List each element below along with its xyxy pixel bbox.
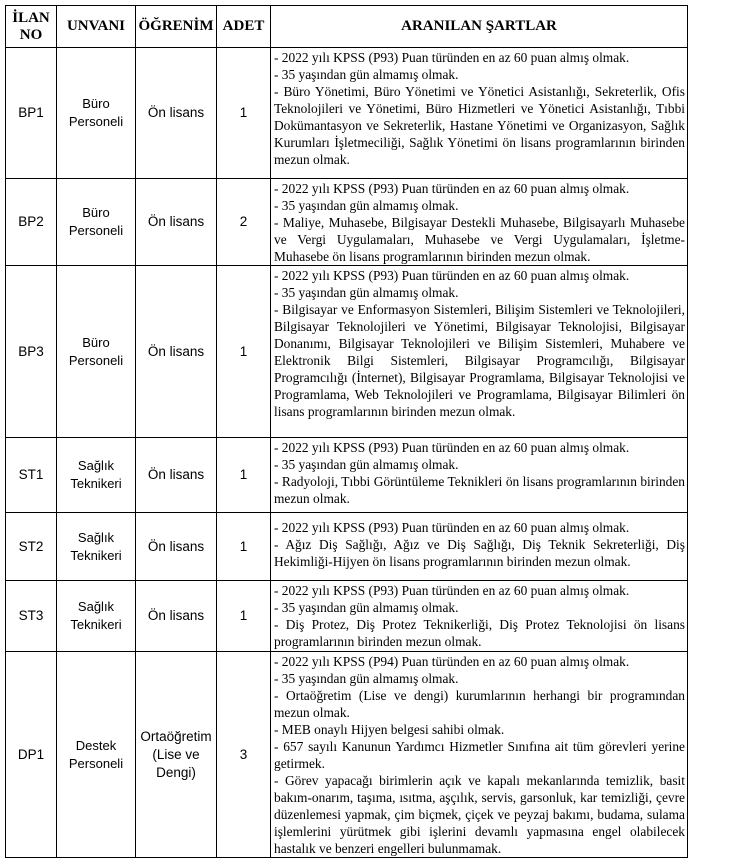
unvani: Büro Personeli: [57, 179, 136, 266]
requirement-line: - Radyoloji, Tıbbi Görüntüleme Teknikleri ön lisans programlarının birinden mezun olmak.: [274, 474, 685, 506]
requirement-line: - 35 yaşından gün almamış olmak.: [274, 285, 459, 300]
adet: 3: [217, 652, 271, 858]
requirement-line: - 35 yaşından gün almamış olmak.: [274, 457, 459, 472]
adet: 1: [217, 48, 271, 179]
unvani: Destek Personeli: [57, 652, 136, 858]
requirement-line: - Ağız Diş Sağlığı, Ağız ve Diş Sağlığı, Diş Teknik Sekreterliği, Diş Hekimliği-Hijyen ön lisans programlarının birinden mezun olmak.: [274, 537, 685, 569]
ilan-no: BP2: [6, 179, 57, 266]
header-unvani: UNVANI: [57, 6, 136, 48]
table-row: [6, 179, 688, 266]
requirements-table: [5, 5, 688, 858]
aranilan-sartlar: [271, 266, 688, 438]
table-row: [6, 48, 688, 179]
table-row: [6, 438, 688, 513]
requirement-line: - MEB onaylı Hijyen belgesi sahibi olmak.: [274, 722, 505, 737]
requirement-line: - 2022 yılı KPSS (P94) Puan türünden en az 60 puan almış olmak.: [274, 654, 630, 669]
ilan-no: BP3: [6, 266, 57, 438]
unvani: Sağlık Teknikeri: [57, 513, 136, 581]
header-row: [6, 6, 688, 48]
unvani: Büro Personeli: [57, 266, 136, 438]
header-adet: ADET: [217, 6, 271, 48]
aranilan-sartlar: [271, 48, 688, 179]
requirement-line: - 657 sayılı Kanunun Yardımcı Hizmetler Sınıfına ait tüm görevleri yerine getirmek.: [274, 739, 685, 771]
aranilan-sartlar: [271, 179, 688, 266]
ogrenim: Ön lisans: [136, 581, 217, 652]
unvani: Sağlık Teknikeri: [57, 438, 136, 513]
ilan-no: ST1: [6, 438, 57, 513]
requirement-line: - Büro Yönetimi, Büro Yönetimi ve Yönetici Asistanlığı, Sekreterlik, Ofis Teknolojileri ve Yönetimi, Büro Hizmetleri ve Yönetici Asistanlığı, Tıbbi Dokümantasyon ve Sekreterlik, Hastane Yönetimi ve Organizasyon, Sağlık Kurumları İşletmeciliği, Sağlık Yönetimi ön lisans programlarının birinden mezun olmak.: [274, 84, 685, 167]
requirement-line: - 2022 yılı KPSS (P93) Puan türünden en az 60 puan almış olmak.: [274, 583, 630, 598]
requirement-line: - 35 yaşından gün almamış olmak.: [274, 198, 459, 213]
adet: 1: [217, 438, 271, 513]
header-ogrenim: ÖĞRENİM: [136, 6, 217, 48]
table-row: [6, 581, 688, 652]
requirement-line: - 2022 yılı KPSS (P93) Puan türünden en az 60 puan almış olmak.: [274, 50, 630, 65]
requirement-line: - Maliye, Muhasebe, Bilgisayar Destekli Muhasebe, Bilgisayarlı Muhasebe ve Vergi Uygulamaları, Muhasebe ve Vergi Uygulamaları, İşletme-Muhasebe ön lisans programlarının birinden mezun olmak.: [274, 215, 685, 264]
table-row: [6, 513, 688, 581]
aranilan-sartlar: [271, 581, 688, 652]
unvani: Büro Personeli: [57, 48, 136, 179]
ilan-no: BP1: [6, 48, 57, 179]
header-aranilan-sartlar: ARANILAN ŞARTLAR: [271, 6, 688, 48]
ogrenim: Ön lisans: [136, 179, 217, 266]
header-ilan-no: İLAN NO: [6, 6, 57, 48]
ilan-no: ST3: [6, 581, 57, 652]
table-row: [6, 652, 688, 858]
requirement-line: - 2022 yılı KPSS (P93) Puan türünden en az 60 puan almış olmak.: [274, 440, 630, 455]
requirement-line: - 35 yaşından gün almamış olmak.: [274, 600, 459, 615]
requirement-line: - 35 yaşından gün almamış olmak.: [274, 67, 459, 82]
ogrenim: Ön lisans: [136, 438, 217, 513]
adet: 1: [217, 513, 271, 581]
requirement-line: - 35 yaşından gün almamış olmak.: [274, 671, 459, 686]
ilan-no: DP1: [6, 652, 57, 858]
ogrenim: Ön lisans: [136, 266, 217, 438]
ilan-no: ST2: [6, 513, 57, 581]
requirement-line: - 2022 yılı KPSS (P93) Puan türünden en az 60 puan almış olmak.: [274, 268, 630, 283]
requirement-line: - 2022 yılı KPSS (P93) Puan türünden en az 60 puan almış olmak.: [274, 181, 630, 196]
ogrenim: Ortaöğretim (Lise ve Dengi): [136, 652, 217, 858]
table-row: [6, 266, 688, 438]
ogrenim: Ön lisans: [136, 513, 217, 581]
requirement-line: - 2022 yılı KPSS (P93) Puan türünden en az 60 puan almış olmak.: [274, 520, 630, 535]
aranilan-sartlar: [271, 513, 688, 581]
adet: 1: [217, 581, 271, 652]
adet: 1: [217, 266, 271, 438]
aranilan-sartlar: [271, 438, 688, 513]
requirement-line: - Bilgisayar ve Enformasyon Sistemleri, Bilişim Sistemleri ve Teknolojileri, Bilgisayar Teknolojileri ve Yönetimi, Bilgisayar Teknolojisi, Bilgisayar Donanımı, Bilgisayar Teknolojileri ve Bilişim Sistemleri, Muhabere ve Elektronik Bilgi Sistemleri, Bilgisayar Programcılığı, Bilgisayar Programcılığı (İnternet), Bilgisayar Programlama, Bilgisayar Teknolojisi ve Programlama, Web Teknolojileri ve Programlama, Bilgisayar Bilimleri ön lisans programlarının birinden mezun olmak.: [274, 302, 685, 419]
requirement-line: - Görev yapacağı birimlerin açık ve kapalı mekanlarında temizlik, basit bakım-onarım, taşıma, ısıtma, aşçılık, servis, garsonluk, kar temizliği, çevre düzenlemesi yapmak, çim biçmek, çiçek ve peyzaj bakımı, budama, sulama işlemlerini yürütmek gibi işlerini devamlı yapmasına engel olabilecek hastalık ve benzeri engelleri bulunmamak.: [274, 773, 685, 856]
ogrenim: Ön lisans: [136, 48, 217, 179]
requirement-line: - Ortaöğretim (Lise ve dengi) kurumlarının herhangi bir programından mezun olmak.: [274, 688, 685, 720]
requirement-line: - Diş Protez, Diş Protez Teknikerliği, Diş Protez Teknolojisi ön lisans programlarının birinden mezun olmak.: [274, 617, 685, 649]
unvani: Sağlık Teknikeri: [57, 581, 136, 652]
aranilan-sartlar: [271, 652, 688, 858]
adet: 2: [217, 179, 271, 266]
